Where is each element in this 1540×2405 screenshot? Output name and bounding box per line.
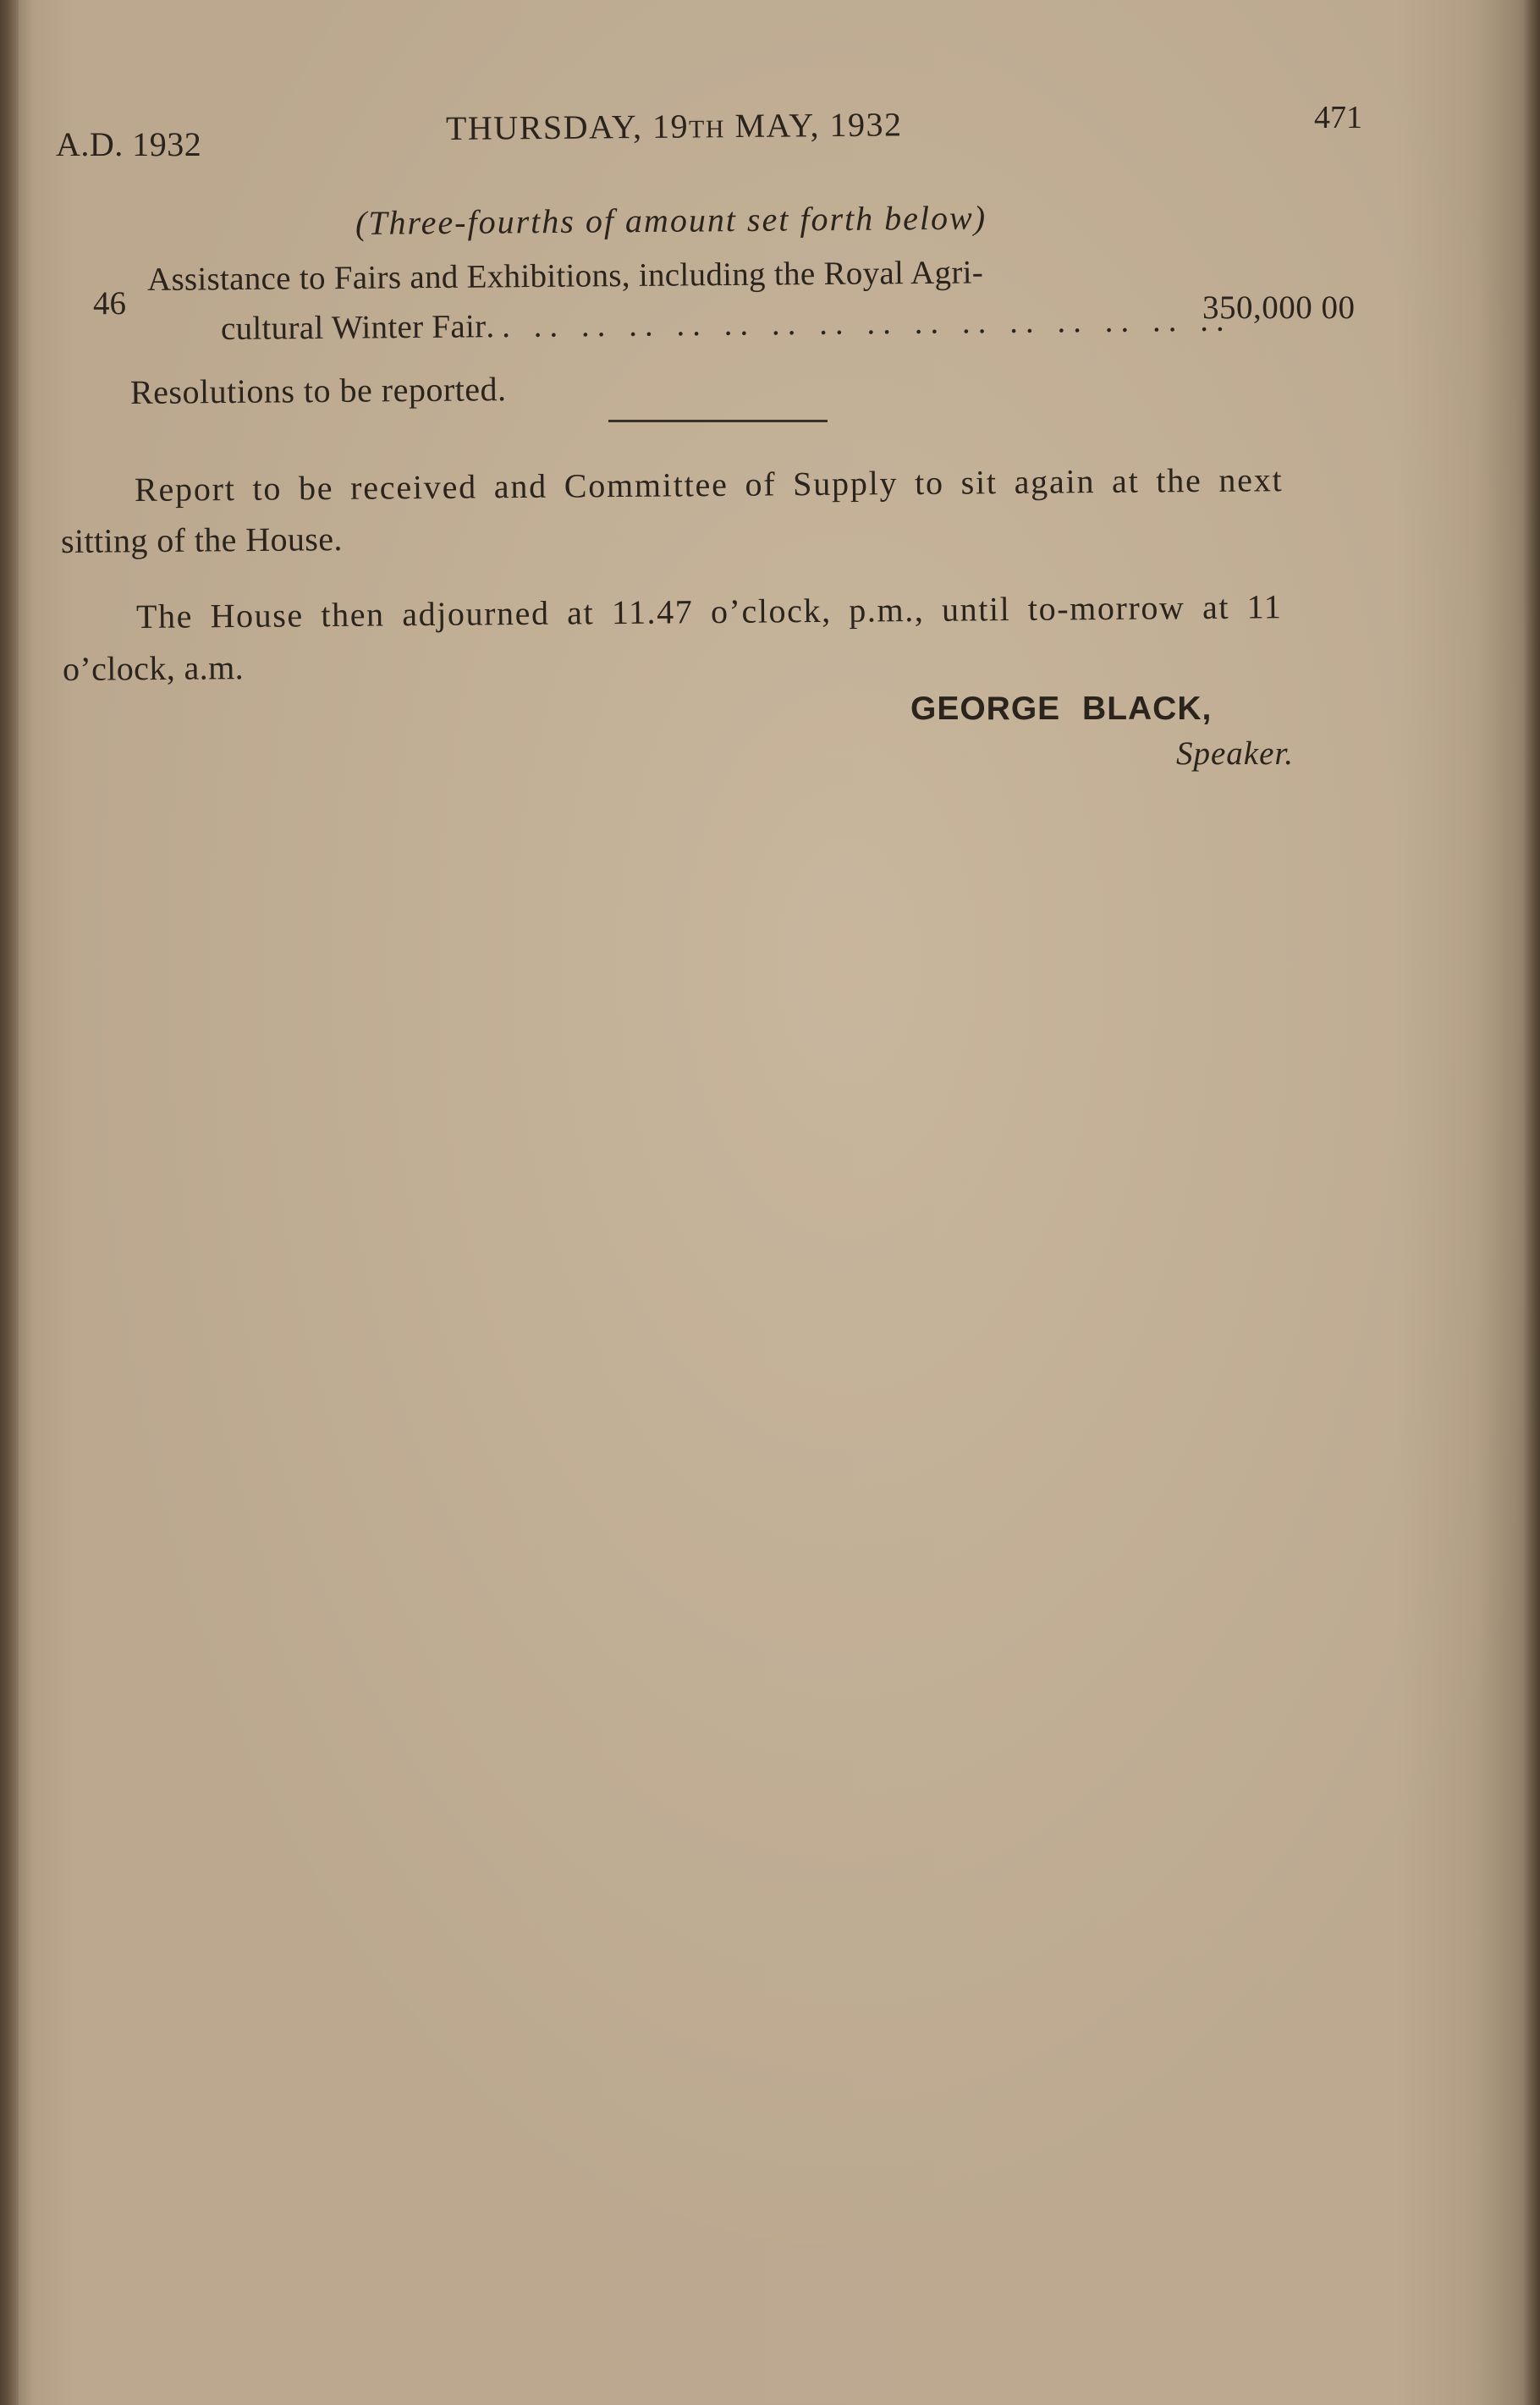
page-edge-left	[0, 0, 19, 2405]
item-description-text: cultural Winter Fair	[220, 308, 487, 347]
header-date	[446, 104, 903, 148]
item-description-line2	[221, 301, 1232, 348]
adjournment-paragraph-line1: The House then adjourned at 11.47 o’clock, p.m., until to-morrow at 11	[135, 587, 1283, 636]
subhead: (Three-fourths of amount set forth below)	[355, 198, 987, 242]
resolutions-text: Resolutions to be reported.	[129, 370, 507, 411]
signature-name: GEORGE BLACK,	[910, 691, 1213, 727]
section-divider	[608, 420, 828, 422]
item-description-line1: Assistance to Fairs and Exhibitions, including the Royal Agri-	[146, 254, 984, 298]
item-dot-leader: .. .. .. .. .. .. .. .. .. .. .. .. .. .. .. ..	[486, 301, 1232, 345]
report-paragraph-line2: sitting of the House.	[60, 520, 344, 560]
page-edge-right	[1523, 0, 1540, 2405]
header-date-pre: THURSDAY, 19	[445, 107, 690, 147]
header-year: A.D. 1932	[56, 125, 202, 163]
item-number: 46	[93, 285, 126, 322]
item-amount: 350,000 00	[1202, 289, 1356, 326]
header-date-ordinal: TH	[688, 115, 726, 144]
page-number: 471	[1314, 100, 1362, 135]
report-paragraph-line1: Report to be received and Committee of Supply to sit again at the next	[134, 460, 1284, 509]
adjournment-paragraph-line2: o’clock, a.m.	[62, 648, 245, 688]
signature-title: Speaker.	[1176, 735, 1295, 772]
header-date-post: MAY, 1932	[724, 105, 903, 146]
